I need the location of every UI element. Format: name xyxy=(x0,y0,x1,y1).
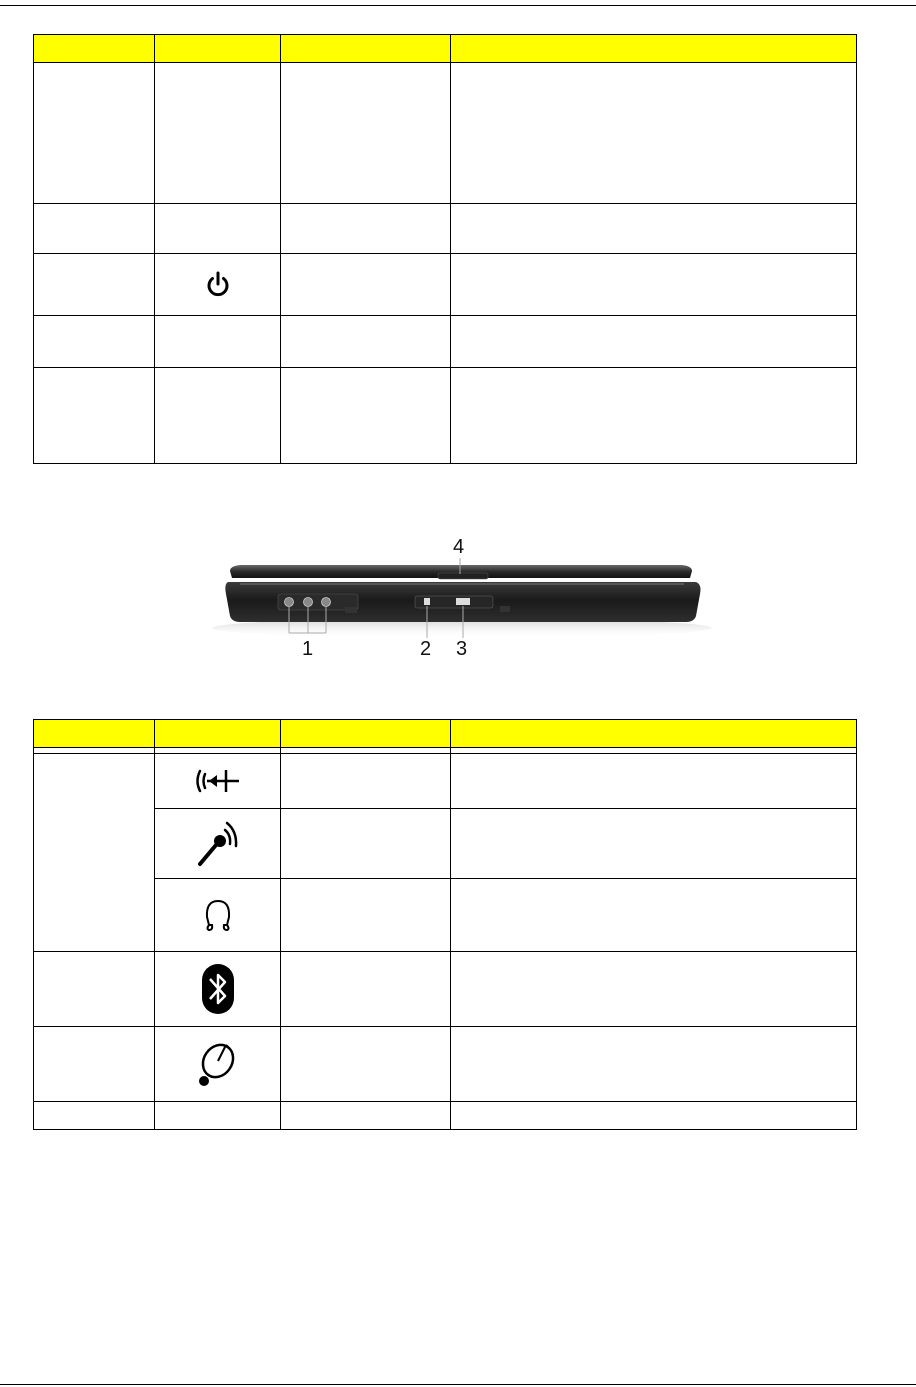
header-cell xyxy=(451,720,857,748)
table-row xyxy=(34,809,857,879)
table-cell xyxy=(451,809,857,879)
table-row xyxy=(34,368,857,464)
callout-1: 1 xyxy=(302,638,314,660)
table-cell xyxy=(451,952,857,1027)
table-cell xyxy=(281,809,451,879)
table-cell xyxy=(155,368,281,464)
header-cell xyxy=(34,35,155,63)
table-cell xyxy=(34,254,155,316)
icon-cell xyxy=(155,809,281,879)
table-cell xyxy=(281,1027,451,1102)
header-cell xyxy=(155,720,281,748)
table-cell xyxy=(281,952,451,1027)
icon-cell xyxy=(155,1027,281,1102)
table-cell xyxy=(281,316,451,368)
line-in-icon xyxy=(193,764,243,798)
bottom-rule xyxy=(0,1384,916,1385)
table-cell xyxy=(281,1102,451,1130)
table-row xyxy=(34,1027,857,1102)
header-cell xyxy=(281,720,451,748)
table-header-row xyxy=(34,720,857,748)
header-cell xyxy=(451,35,857,63)
table-row xyxy=(34,1102,857,1130)
bottom-spec-table xyxy=(33,719,857,1130)
table-row xyxy=(34,204,857,254)
table-cell xyxy=(34,952,155,1027)
table-cell xyxy=(155,204,281,254)
header-cell xyxy=(281,35,451,63)
table-row xyxy=(34,316,857,368)
table-cell xyxy=(155,316,281,368)
power-icon xyxy=(203,270,233,300)
table-cell xyxy=(451,63,857,204)
table-cell xyxy=(155,63,281,204)
laptop-front-view-image xyxy=(200,518,712,674)
table-row xyxy=(34,952,857,1027)
headphones-icon xyxy=(201,895,235,935)
table-row xyxy=(34,879,857,952)
top-rule xyxy=(0,5,916,6)
table-row xyxy=(34,254,857,316)
table-cell xyxy=(155,1102,281,1130)
table-cell xyxy=(281,879,451,952)
callout-3: 3 xyxy=(456,638,468,660)
microphone-icon xyxy=(193,817,243,871)
callout-4: 4 xyxy=(453,536,465,558)
table-cell xyxy=(451,754,857,809)
table-header-row xyxy=(34,35,857,63)
table-cell xyxy=(451,879,857,952)
top-spec-table xyxy=(33,34,857,464)
bluetooth-icon xyxy=(201,963,235,1015)
table-cell xyxy=(281,368,451,464)
table-row xyxy=(34,63,857,204)
table-cell xyxy=(281,63,451,204)
table-cell xyxy=(451,204,857,254)
laptop-front-view-figure xyxy=(200,518,712,674)
table-cell xyxy=(451,254,857,316)
header-cell xyxy=(34,720,155,748)
icon-cell xyxy=(155,879,281,952)
table-cell xyxy=(34,1102,155,1130)
table-cell xyxy=(34,754,155,952)
table-cell xyxy=(281,754,451,809)
table-cell xyxy=(451,368,857,464)
table-cell xyxy=(281,204,451,254)
table-cell xyxy=(34,63,155,204)
table-cell xyxy=(34,316,155,368)
callout-2: 2 xyxy=(420,638,432,660)
table-cell xyxy=(451,1102,857,1130)
header-cell xyxy=(155,35,281,63)
icon-cell xyxy=(155,754,281,809)
table-cell xyxy=(451,316,857,368)
table-cell xyxy=(281,254,451,316)
icon-cell xyxy=(155,952,281,1027)
table-cell xyxy=(34,204,155,254)
icon-cell xyxy=(155,254,281,316)
wireless-lan-icon xyxy=(193,1037,243,1091)
table-row xyxy=(34,754,857,809)
table-cell xyxy=(34,1027,155,1102)
table-cell xyxy=(34,368,155,464)
table-cell xyxy=(451,1027,857,1102)
